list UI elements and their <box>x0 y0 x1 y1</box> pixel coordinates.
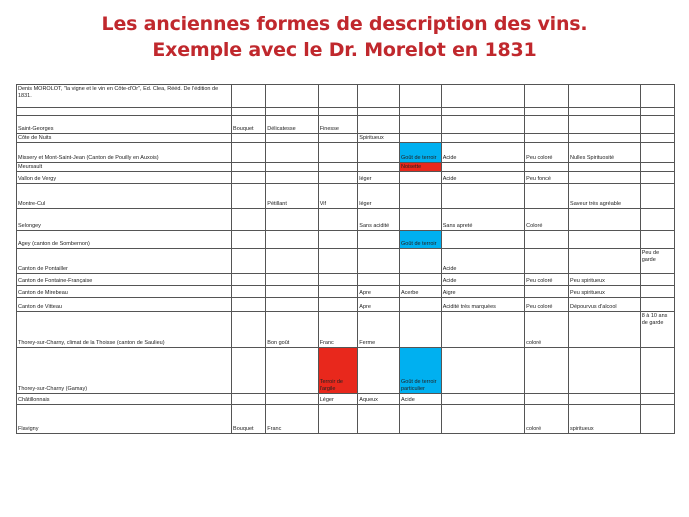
slide-title-line-1: Les anciennes formes de description des vins. <box>101 13 588 35</box>
descriptor-cell: Peu coloré <box>525 298 569 312</box>
slide-title-line-2: Exemple avec le Dr. Morelot en 1831 <box>152 39 537 61</box>
descriptor-cell <box>232 172 266 184</box>
descriptor-cell <box>400 85 442 108</box>
descriptor-cell: Acidité très marquées <box>441 298 524 312</box>
table-row <box>17 209 675 231</box>
descriptor-cell <box>358 231 400 249</box>
place-cell: Côte de Nuits <box>17 134 232 143</box>
descriptor-cell <box>266 231 318 249</box>
descriptor-cell <box>318 405 358 434</box>
descriptor-cell <box>266 209 318 231</box>
descriptor-cell <box>358 143 400 163</box>
descriptor-cell <box>400 274 442 286</box>
descriptor-cell <box>640 209 674 231</box>
descriptor-cell <box>569 108 641 116</box>
descriptor-cell: Aigre <box>441 286 524 298</box>
descriptor-cell <box>266 143 318 163</box>
descriptor-cell <box>400 184 442 209</box>
descriptor-cell: Pétillant <box>266 184 318 209</box>
table-row <box>17 172 675 184</box>
descriptor-cell <box>441 348 524 394</box>
descriptor-cell <box>400 405 442 434</box>
descriptor-cell: Dépourvus d'alcool <box>569 298 641 312</box>
wine-description-table <box>16 84 675 434</box>
descriptor-cell <box>232 184 266 209</box>
descriptor-cell <box>232 298 266 312</box>
descriptor-cell <box>569 134 641 143</box>
descriptor-cell: Vif <box>318 184 358 209</box>
descriptor-cell: Goût de terroir <box>400 231 442 249</box>
descriptor-cell <box>318 143 358 163</box>
place-cell: Montre-Cul <box>17 184 232 209</box>
descriptor-cell <box>232 143 266 163</box>
descriptor-cell <box>640 348 674 394</box>
descriptor-cell <box>525 231 569 249</box>
descriptor-cell <box>525 348 569 394</box>
table-row <box>17 85 675 108</box>
descriptor-cell: Goût de terroir particulier <box>400 348 442 394</box>
place-cell: Thorey-sur-Charny (Gamay) <box>17 348 232 394</box>
place-cell: Agey (canton de Sombernon) <box>17 231 232 249</box>
descriptor-cell: coloré <box>525 312 569 348</box>
table-row <box>17 312 675 348</box>
descriptor-cell: Saveur très agréable <box>569 184 641 209</box>
descriptor-cell <box>358 249 400 274</box>
place-cell: Canton de Pontailler <box>17 249 232 274</box>
descriptor-cell: Acide <box>441 249 524 274</box>
descriptor-cell <box>525 249 569 274</box>
descriptor-cell <box>232 209 266 231</box>
descriptor-cell <box>640 184 674 209</box>
descriptor-cell: Coloré <box>525 209 569 231</box>
descriptor-cell: Goût de terroir <box>400 143 442 163</box>
descriptor-cell <box>640 134 674 143</box>
descriptor-cell <box>232 85 266 108</box>
descriptor-cell: Acide <box>441 143 524 163</box>
descriptor-cell <box>640 108 674 116</box>
descriptor-cell <box>640 394 674 405</box>
descriptor-cell: Peu coloré <box>525 274 569 286</box>
descriptor-cell: léger <box>358 184 400 209</box>
descriptor-cell: Peu coloré <box>525 143 569 163</box>
descriptor-cell <box>266 108 318 116</box>
descriptor-cell <box>525 116 569 134</box>
descriptor-cell: léger <box>358 172 400 184</box>
place-cell: Meursault <box>17 163 232 172</box>
table-row <box>17 163 675 172</box>
descriptor-cell <box>400 249 442 274</box>
descriptor-cell <box>318 249 358 274</box>
descriptor-cell <box>569 85 641 108</box>
place-cell: Vallon de Vergy <box>17 172 232 184</box>
place-cell: Canton de Mirebeau <box>17 286 232 298</box>
place-cell: Missery et Mont-Saint-Jean (Canton de Pouilly en Auxois) <box>17 143 232 163</box>
descriptor-cell <box>232 163 266 172</box>
descriptor-cell <box>358 405 400 434</box>
place-cell: Saint-Georges <box>17 116 232 134</box>
descriptor-cell <box>640 172 674 184</box>
table-row <box>17 405 675 434</box>
descriptor-cell: Peu de garde <box>640 249 674 274</box>
descriptor-cell: Bouquet <box>232 116 266 134</box>
descriptor-cell <box>640 298 674 312</box>
descriptor-cell: Aqueux <box>358 394 400 405</box>
descriptor-cell <box>640 163 674 172</box>
place-cell: Canton de Vitteau <box>17 298 232 312</box>
descriptor-cell <box>569 116 641 134</box>
descriptor-cell: 8 à 10 ans de garde <box>640 312 674 348</box>
descriptor-cell <box>640 286 674 298</box>
table-row <box>17 184 675 209</box>
descriptor-cell: Sans apreté <box>441 209 524 231</box>
descriptor-cell: Bouquet <box>232 405 266 434</box>
descriptor-cell <box>400 116 442 134</box>
descriptor-cell <box>266 249 318 274</box>
descriptor-cell <box>640 143 674 163</box>
descriptor-cell <box>318 298 358 312</box>
descriptor-cell <box>441 394 524 405</box>
descriptor-cell <box>232 134 266 143</box>
descriptor-cell: Peu foncé <box>525 172 569 184</box>
descriptor-cell <box>525 184 569 209</box>
descriptor-cell <box>358 274 400 286</box>
descriptor-cell <box>400 312 442 348</box>
descriptor-cell <box>441 85 524 108</box>
descriptor-cell: Acide <box>441 274 524 286</box>
descriptor-cell <box>569 312 641 348</box>
descriptor-cell <box>640 116 674 134</box>
descriptor-cell: Nulles Spirituosité <box>569 143 641 163</box>
descriptor-cell: Ferme <box>358 312 400 348</box>
descriptor-cell: Franc <box>266 405 318 434</box>
descriptor-cell <box>266 172 318 184</box>
descriptor-cell <box>441 405 524 434</box>
descriptor-cell <box>232 274 266 286</box>
descriptor-cell: Acide <box>441 172 524 184</box>
place-cell: Thorey-sur-Charny, climat de la Thoisse (canton de Saulieu) <box>17 312 232 348</box>
descriptor-cell <box>441 231 524 249</box>
descriptor-cell <box>318 209 358 231</box>
table-row <box>17 249 675 274</box>
descriptor-cell <box>358 163 400 172</box>
descriptor-cell: Apre <box>358 286 400 298</box>
descriptor-cell <box>525 108 569 116</box>
descriptor-cell: Peu spiritueux <box>569 286 641 298</box>
descriptor-cell <box>318 274 358 286</box>
descriptor-cell <box>400 172 442 184</box>
descriptor-cell <box>318 134 358 143</box>
descriptor-cell <box>569 172 641 184</box>
descriptor-cell <box>525 286 569 298</box>
descriptor-cell <box>266 85 318 108</box>
descriptor-cell <box>232 249 266 274</box>
descriptor-cell <box>318 172 358 184</box>
descriptor-cell <box>441 312 524 348</box>
descriptor-cell <box>441 163 524 172</box>
place-cell: Canton de Fontaine-Française <box>17 274 232 286</box>
descriptor-cell <box>358 116 400 134</box>
descriptor-cell <box>569 209 641 231</box>
descriptor-cell <box>232 312 266 348</box>
descriptor-cell <box>232 394 266 405</box>
descriptor-cell <box>266 348 318 394</box>
descriptor-cell <box>266 134 318 143</box>
table-row <box>17 134 675 143</box>
descriptor-cell <box>266 298 318 312</box>
descriptor-cell <box>318 231 358 249</box>
descriptor-cell <box>640 85 674 108</box>
place-cell <box>17 108 232 116</box>
table-row <box>17 108 675 116</box>
descriptor-cell <box>400 108 442 116</box>
table-row <box>17 286 675 298</box>
descriptor-cell: Délicatesse <box>266 116 318 134</box>
descriptor-cell <box>358 348 400 394</box>
descriptor-cell <box>400 209 442 231</box>
descriptor-cell <box>569 394 641 405</box>
descriptor-cell: Noisette <box>400 163 442 172</box>
descriptor-cell <box>266 394 318 405</box>
descriptor-cell: Spiritueux <box>358 134 400 143</box>
descriptor-cell <box>266 274 318 286</box>
descriptor-cell <box>569 231 641 249</box>
descriptor-cell <box>318 85 358 108</box>
descriptor-cell: Bon goût <box>266 312 318 348</box>
descriptor-cell: Sans acidité <box>358 209 400 231</box>
descriptor-cell <box>318 286 358 298</box>
descriptor-cell <box>569 348 641 394</box>
descriptor-cell <box>266 163 318 172</box>
descriptor-cell: Peu spiritueux <box>569 274 641 286</box>
table-row <box>17 143 675 163</box>
descriptor-cell <box>441 108 524 116</box>
descriptor-cell <box>232 231 266 249</box>
descriptor-cell: Finesse <box>318 116 358 134</box>
descriptor-cell <box>358 85 400 108</box>
descriptor-cell <box>266 286 318 298</box>
descriptor-cell <box>441 134 524 143</box>
descriptor-cell <box>232 286 266 298</box>
descriptor-cell <box>640 274 674 286</box>
descriptor-cell <box>525 394 569 405</box>
table-row <box>17 394 675 405</box>
descriptor-cell: Acide <box>400 394 442 405</box>
descriptor-cell: coloré <box>525 405 569 434</box>
descriptor-cell <box>441 184 524 209</box>
descriptor-cell <box>400 134 442 143</box>
table-row <box>17 348 675 394</box>
descriptor-cell <box>318 163 358 172</box>
descriptor-cell <box>569 163 641 172</box>
descriptor-cell <box>525 134 569 143</box>
descriptor-cell <box>232 108 266 116</box>
descriptor-cell <box>640 405 674 434</box>
table-row <box>17 231 675 249</box>
place-cell: Flavigny <box>17 405 232 434</box>
descriptor-cell: Acerbe <box>400 286 442 298</box>
descriptor-cell <box>569 249 641 274</box>
place-cell: Châtillonnais <box>17 394 232 405</box>
descriptor-cell <box>525 163 569 172</box>
descriptor-cell <box>318 108 358 116</box>
descriptor-cell: Apre <box>358 298 400 312</box>
place-cell: Denis MOROLOT, "la vigne et le vin en Côte-d'Or", Ed. Clea, Rééd. De l'édition de 1831. <box>17 85 232 108</box>
descriptor-cell: spiritueux <box>569 405 641 434</box>
descriptor-cell <box>525 85 569 108</box>
descriptor-cell <box>441 116 524 134</box>
place-cell: Selongey <box>17 209 232 231</box>
table-row <box>17 298 675 312</box>
descriptor-cell <box>232 348 266 394</box>
descriptor-cell: Terroir de l'argile <box>318 348 358 394</box>
descriptor-cell <box>400 298 442 312</box>
descriptor-cell <box>358 108 400 116</box>
descriptor-cell: Franc <box>318 312 358 348</box>
descriptor-cell <box>640 231 674 249</box>
descriptor-cell: Léger <box>318 394 358 405</box>
table-row <box>17 274 675 286</box>
table-row <box>17 116 675 134</box>
